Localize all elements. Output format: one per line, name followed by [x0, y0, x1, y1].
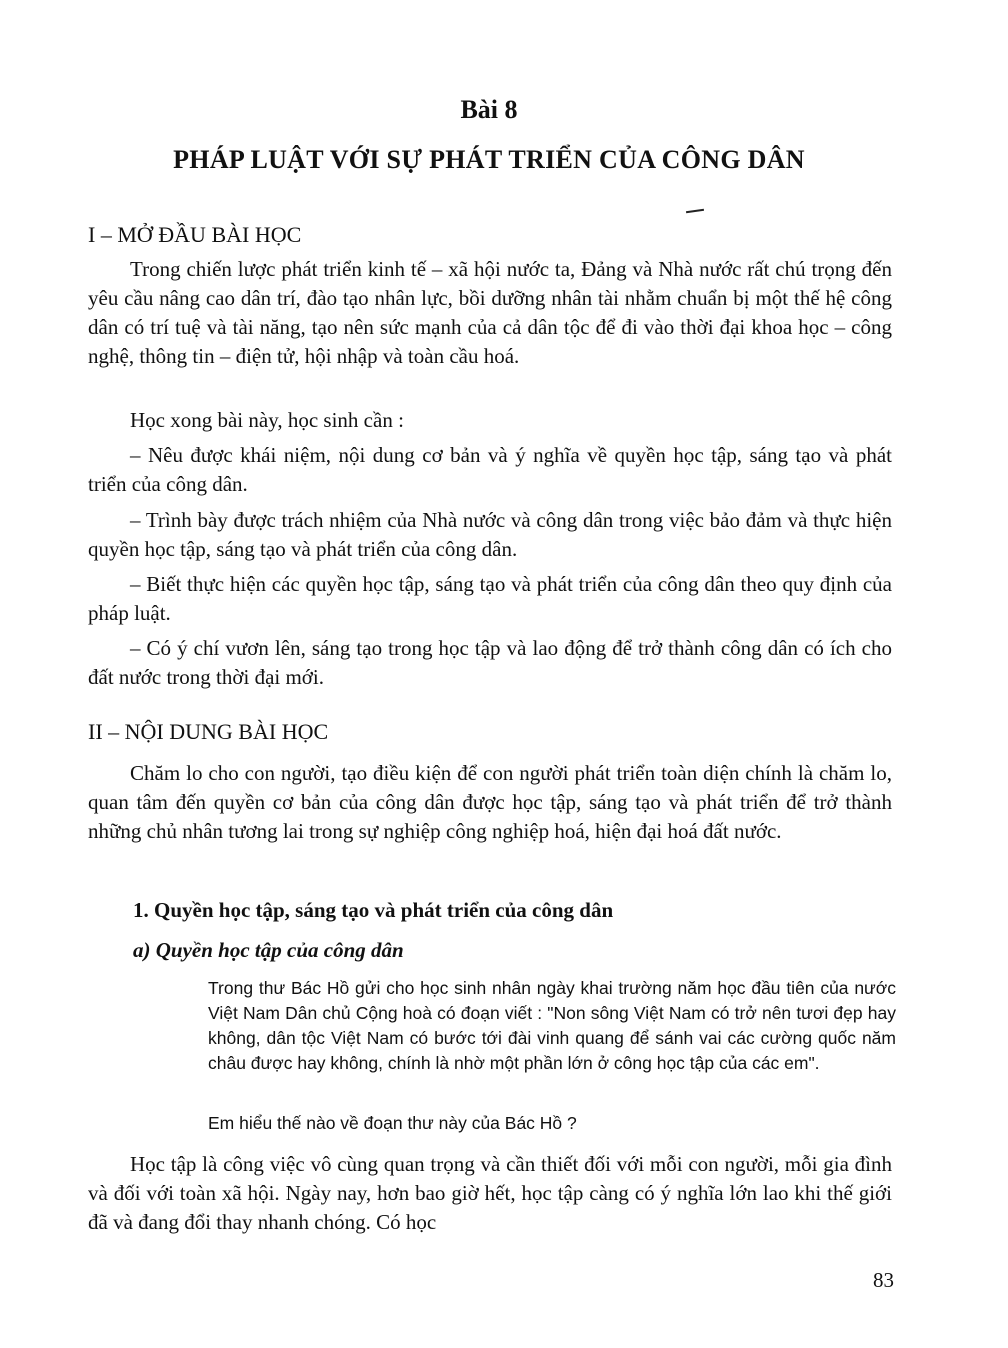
subsection-title: 1. Quyền học tập, sáng tạo và phát triển của công dân	[133, 898, 614, 922]
objective-item: – Trình bày được trách nhiệm của Nhà nước và công dân trong việc bảo đảm và thực hiện quyền học tập, sáng tạo và phát triển của công dân.	[88, 508, 892, 561]
page-number: 83	[873, 1268, 894, 1292]
lesson-title: PHÁP LUẬT VỚI SỰ PHÁT TRIỂN CỦA CÔNG DÂN	[173, 145, 805, 174]
objectives-lead: Học xong bài này, học sinh cần :	[130, 408, 404, 432]
lesson-number: Bài 8	[460, 95, 518, 124]
content-intro-paragraph: Chăm lo cho con người, tạo điều kiện để con người phát triển toàn diện chính là chăm lo, quan tâm đến quyền cơ bản của công dân được học tập, sáng tạo và phát triển để trở thành những chủ nhân tương lai trong sự nghiệp công nghiệp hoá, hiện đại hoá đất nước.	[88, 761, 892, 843]
intro-paragraph: Trong chiến lược phát triển kinh tế – xã hội nước ta, Đảng và Nhà nước rất chú trọng đến yêu cầu nâng cao dân trí, đào tạo nhân lực, bồi dưỡng nhân tài nhằm chuẩn bị một thế hệ công dân có trí tuệ và tài năng, tạo nên sức mạnh của cả dân tộc để đi vào thời đại khoa học – công nghệ, thông tin – điện tử, hội nhập và toàn cầu hoá.	[88, 257, 892, 368]
section-heading-intro: I – MỞ ĐẦU BÀI HỌC	[88, 222, 302, 247]
objective-item: – Biết thực hiện các quyền học tập, sáng tạo và phát triển của công dân theo quy định của pháp luật.	[88, 572, 892, 625]
section-heading-content: II – NỘI DUNG BÀI HỌC	[88, 719, 329, 744]
body-paragraph: Học tập là công việc vô cùng quan trọng và cần thiết đối với mỗi con người, mỗi gia đình và đối với toàn xã hội. Ngày nay, hơn bao giờ hết, học tập càng có ý nghĩa lớn lao khi thế giới đã và đang đổi thay nhanh chóng. Có học	[88, 1152, 892, 1234]
scan-mark	[686, 209, 704, 213]
subsubsection-title: a) Quyền học tập của công dân	[133, 938, 404, 962]
objective-item: – Nêu được khái niệm, nội dung cơ bản và ý nghĩa về quyền học tập, sáng tạo và phát triển của công dân.	[88, 443, 892, 496]
question-text: Em hiểu thế nào về đoạn thư này của Bác Hồ ?	[208, 1113, 577, 1133]
quote-box-text: Trong thư Bác Hồ gửi cho học sinh nhân ngày khai trường năm học đầu tiên của nước Việt Nam Dân chủ Cộng hoà có đoạn viết : "Non sông Việt Nam có trở nên tươi đẹp hay không, dân tộc Việt Nam có bước tới đài vinh quang để sánh vai các cường quốc năm châu được hay không, chính là nhờ một phần lớn ở công học tập của các em".	[208, 978, 896, 1073]
objective-item: – Có ý chí vươn lên, sáng tạo trong học tập và lao động để trở thành công dân có ích cho đất nước trong thời đại mới.	[88, 636, 892, 689]
